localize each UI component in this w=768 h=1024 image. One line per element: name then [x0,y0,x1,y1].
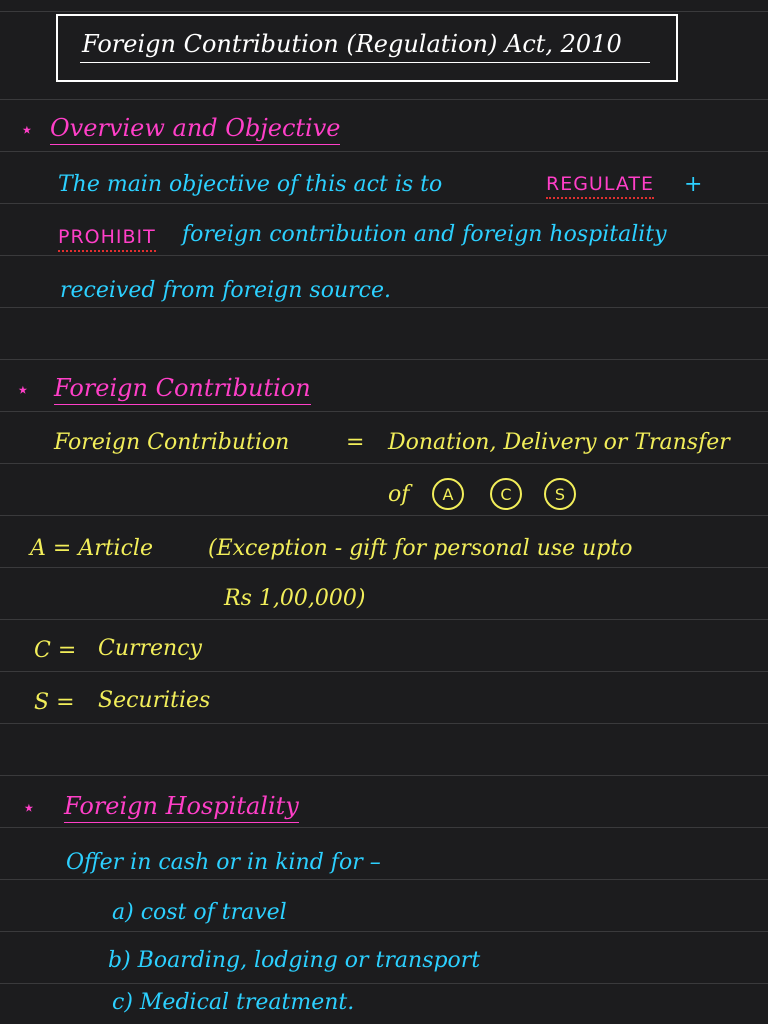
article-line: A = Article [30,536,153,561]
contribution-def-left: Foreign Contribution [54,430,290,455]
article-amount: Rs 1,00,000) [224,586,366,611]
circle-a: A [432,478,464,510]
hospitality-item-b: b) Boarding, lodging or transport [108,948,481,973]
contribution-def-right: Donation, Delivery or Transfer [388,430,730,455]
regulate-word: REGULATE [546,173,654,199]
currency-value: Currency [98,636,202,661]
title-box [56,14,678,82]
circle-c: C [490,478,522,510]
star-icon: ⋆ [22,796,36,821]
contribution-heading: Foreign Contribution [54,374,311,405]
securities-key: S = [34,690,75,715]
currency-key: C = [34,638,77,663]
prohibit-word: PROHIBIT [58,226,156,252]
hospitality-intro: Offer in cash or in kind for – [66,850,381,875]
page-title: Foreign Contribution (Regulation) Act, 2010 [82,30,622,58]
title-underline [80,62,650,63]
hospitality-item-a: a) cost of travel [112,900,287,925]
equals-sign: = [346,430,365,455]
plus-sign: + [684,172,703,197]
circle-s: S [544,478,576,510]
overview-heading: Overview and Objective [50,114,340,145]
securities-value: Securities [98,688,211,713]
overview-line3: received from foreign source. [60,278,391,303]
overview-line1: The main objective of this act is to [58,172,443,197]
star-icon: ⋆ [16,378,30,403]
article-exception: (Exception - gift for personal use upto [208,536,633,561]
star-icon: ⋆ [20,118,34,143]
overview-line2: foreign contribution and foreign hospitality [182,222,667,247]
of-word: of [388,482,410,507]
hospitality-item-c: c) Medical treatment. [112,990,355,1015]
hospitality-heading: Foreign Hospitality [64,792,299,823]
